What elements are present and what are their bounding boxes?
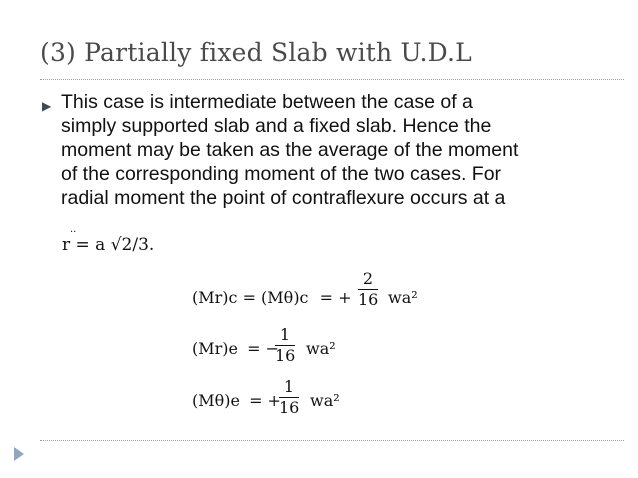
contraflexure-expression bbox=[62, 227, 155, 255]
equation-edge-radial-moment bbox=[192, 325, 336, 365]
equation-fraction bbox=[275, 326, 295, 365]
equation-lhs: (Mr)c = (Mθ)c bbox=[192, 288, 309, 307]
paragraph-line: This case is intermediate between the case of a bbox=[61, 91, 473, 113]
footer-divider bbox=[40, 440, 624, 441]
play-arrow-icon[interactable] bbox=[14, 447, 24, 461]
equation-sign: = + bbox=[319, 288, 352, 307]
equation-rhs: wa² bbox=[388, 288, 418, 307]
slide-title: (3) Partially fixed Slab with U.D.L bbox=[40, 38, 472, 67]
equation-fraction bbox=[358, 270, 378, 309]
equation-sign: = − bbox=[247, 339, 279, 358]
fraction-numerator: 2 bbox=[362, 269, 374, 288]
fraction-denominator: 16 bbox=[279, 398, 300, 417]
paragraph-line: moment may be taken as the average of the moment bbox=[61, 139, 519, 161]
fraction-numerator: 1 bbox=[283, 377, 295, 396]
fraction-denominator: 16 bbox=[275, 346, 296, 365]
equation-lhs: (Mr)e bbox=[192, 339, 238, 358]
paragraph-line: simply supported slab and a fixed slab. Hence the bbox=[61, 115, 492, 137]
paragraph-line: radial moment the point of contraflexure occurs at a bbox=[61, 187, 506, 209]
equation-rhs: wa² bbox=[306, 339, 336, 358]
title-divider bbox=[40, 79, 624, 80]
equation-sign: = + bbox=[249, 391, 281, 410]
body-paragraph bbox=[61, 90, 621, 210]
paragraph-line: of the corresponding moment of the two cases. For bbox=[61, 163, 502, 185]
equation-lhs: (Mθ)e bbox=[192, 391, 240, 410]
equation-rhs: wa² bbox=[310, 391, 340, 410]
r-expression-text: r = a √2/3. bbox=[62, 235, 155, 255]
equation-fraction bbox=[279, 378, 299, 417]
equation-edge-circumferential-moment bbox=[192, 377, 340, 417]
equation-center-moment bbox=[192, 269, 418, 309]
triangle-bullet-icon: ▶ bbox=[42, 99, 52, 113]
fraction-denominator: 16 bbox=[358, 290, 379, 309]
overdots: ·· bbox=[70, 227, 77, 238]
fraction-numerator: 1 bbox=[279, 325, 291, 344]
